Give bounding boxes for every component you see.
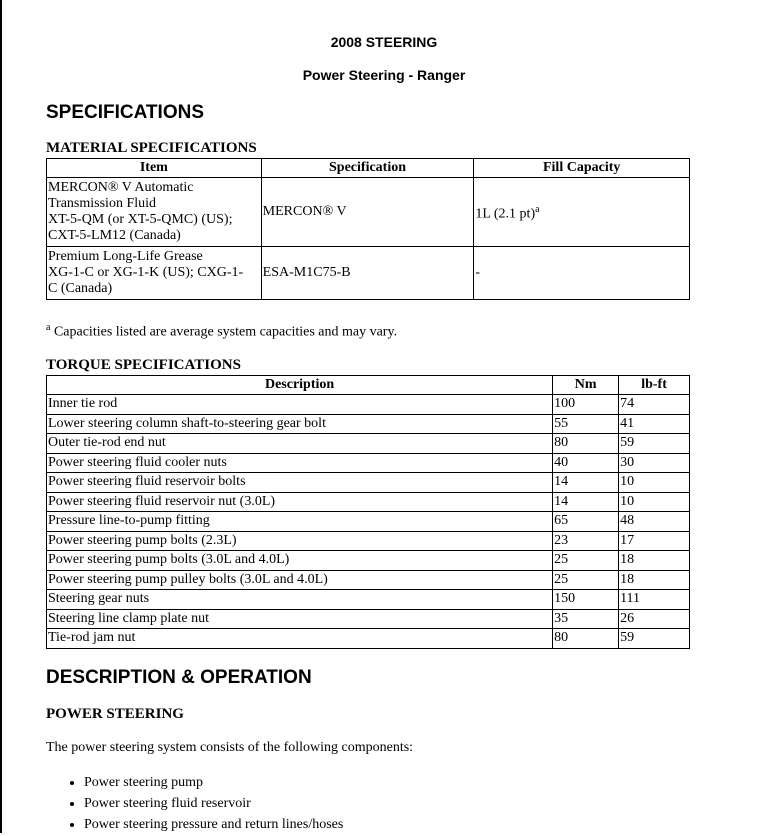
torque-description-cell: Steering line clamp plate nut xyxy=(47,609,553,629)
torque-nm-cell: 55 xyxy=(553,414,619,434)
torque-lbft-cell: 41 xyxy=(619,414,690,434)
specifications-heading: SPECIFICATIONS xyxy=(46,102,204,123)
torque-nm-cell: 25 xyxy=(553,551,619,571)
item-line: MERCON® V Automatic xyxy=(48,180,194,195)
torque-description-cell: Power steering fluid reservoir bolts xyxy=(47,473,553,493)
torque-nm-cell: 25 xyxy=(553,570,619,590)
components-intro-text: The power steering system consists of the following components: xyxy=(46,740,414,755)
table-row xyxy=(47,247,690,300)
item-cell xyxy=(47,178,262,247)
components-list xyxy=(46,773,343,836)
material-specifications-heading: MATERIAL SPECIFICATIONS xyxy=(46,140,257,156)
torque-lbft-cell: 10 xyxy=(619,473,690,493)
torque-lbft-cell: 30 xyxy=(619,453,690,473)
table-header-row xyxy=(47,159,690,178)
torque-lbft-cell: 59 xyxy=(619,629,690,649)
torque-lbft-cell: 18 xyxy=(619,551,690,571)
torque-description-cell: Lower steering column shaft-to-steering gear bolt xyxy=(47,414,553,434)
torque-nm-cell: 14 xyxy=(553,473,619,493)
footnote-mark: a xyxy=(46,322,51,333)
fill-capacity-cell xyxy=(474,178,690,247)
torque-specifications-heading: TORQUE SPECIFICATIONS xyxy=(46,357,241,373)
torque-nm-cell: 40 xyxy=(553,453,619,473)
table-row xyxy=(47,551,690,571)
torque-description-cell: Steering gear nuts xyxy=(47,590,553,610)
page-left-border xyxy=(0,0,2,833)
column-header-description: Description xyxy=(47,376,553,395)
torque-description-cell: Power steering pump bolts (2.3L) xyxy=(47,531,553,551)
torque-nm-cell: 150 xyxy=(553,590,619,610)
torque-lbft-cell: 26 xyxy=(619,609,690,629)
item-line: C (Canada) xyxy=(48,281,113,296)
torque-nm-cell: 14 xyxy=(553,492,619,512)
table-header-row xyxy=(47,376,690,395)
specification-cell: ESA-M1C75-B xyxy=(261,247,474,300)
torque-lbft-cell: 48 xyxy=(619,512,690,532)
item-line: XG-1-C or XG-1-K (US); CXG-1- xyxy=(48,265,244,280)
list-item: • Power steering pressure and return lines/hoses xyxy=(84,815,343,836)
torque-table-body xyxy=(47,395,690,649)
document-title: 2008 STEERING xyxy=(330,34,438,50)
torque-nm-cell: 100 xyxy=(553,395,619,415)
torque-nm-cell: 80 xyxy=(553,629,619,649)
column-header-nm: Nm xyxy=(553,376,619,395)
torque-description-cell: Pressure line-to-pump fitting xyxy=(47,512,553,532)
table-row xyxy=(47,590,690,610)
document-subtitle: Power Steering - Ranger xyxy=(302,67,466,83)
torque-lbft-cell: 10 xyxy=(619,492,690,512)
table-row xyxy=(47,453,690,473)
torque-lbft-cell: 74 xyxy=(619,395,690,415)
torque-lbft-cell: 17 xyxy=(619,531,690,551)
torque-description-cell: Outer tie-rod end nut xyxy=(47,434,553,454)
table-row xyxy=(47,531,690,551)
column-header-lb-ft: lb-ft xyxy=(619,376,690,395)
torque-specifications-table xyxy=(46,375,690,649)
table-row xyxy=(47,434,690,454)
fill-capacity-value: 1L (2.1 pt) xyxy=(475,206,536,222)
torque-nm-cell: 23 xyxy=(553,531,619,551)
material-specifications-table xyxy=(46,158,690,300)
torque-lbft-cell: 18 xyxy=(619,570,690,590)
description-operation-heading: DESCRIPTION & OPERATION xyxy=(46,667,312,688)
item-line: Premium Long-Life Grease xyxy=(48,249,203,264)
torque-description-cell: Tie-rod jam nut xyxy=(47,629,553,649)
list-item: • Power steering fluid reservoir xyxy=(84,794,343,815)
torque-description-cell: Power steering pump bolts (3.0L and 4.0L) xyxy=(47,551,553,571)
torque-description-cell: Power steering pump pulley bolts (3.0L and 4.0L) xyxy=(47,570,553,590)
torque-nm-cell: 35 xyxy=(553,609,619,629)
item-line: CXT-5-LM12 (Canada) xyxy=(48,228,181,243)
column-header-fill-capacity: Fill Capacity xyxy=(474,159,690,178)
power-steering-heading: POWER STEERING xyxy=(46,706,184,722)
table-row xyxy=(47,492,690,512)
column-header-specification: Specification xyxy=(261,159,474,178)
table-row xyxy=(47,178,690,247)
torque-nm-cell: 65 xyxy=(553,512,619,532)
torque-nm-cell: 80 xyxy=(553,434,619,454)
torque-lbft-cell: 111 xyxy=(619,590,690,610)
item-cell xyxy=(47,247,262,300)
table-row xyxy=(47,473,690,493)
table-row xyxy=(47,414,690,434)
table-row xyxy=(47,395,690,415)
torque-lbft-cell: 59 xyxy=(619,434,690,454)
column-header-item: Item xyxy=(47,159,262,178)
item-line: Transmission Fluid xyxy=(48,196,157,211)
table-row xyxy=(47,512,690,532)
footnote-reference: a xyxy=(535,203,540,215)
fill-capacity-cell: - xyxy=(474,247,690,300)
item-line: XT-5-QM (or XT-5-QMC) (US); xyxy=(48,212,233,227)
torque-description-cell: Power steering fluid cooler nuts xyxy=(47,453,553,473)
table-row xyxy=(47,629,690,649)
footnote-text: Capacities listed are average system capacities and may vary. xyxy=(53,324,398,340)
torque-description-cell: Inner tie rod xyxy=(47,395,553,415)
torque-description-cell: Power steering fluid reservoir nut (3.0L) xyxy=(47,492,553,512)
specification-cell: MERCON® V xyxy=(261,178,474,247)
table-row xyxy=(47,570,690,590)
list-item: • Power steering pump xyxy=(84,773,343,794)
table-row xyxy=(47,609,690,629)
capacity-footnote xyxy=(46,322,397,341)
